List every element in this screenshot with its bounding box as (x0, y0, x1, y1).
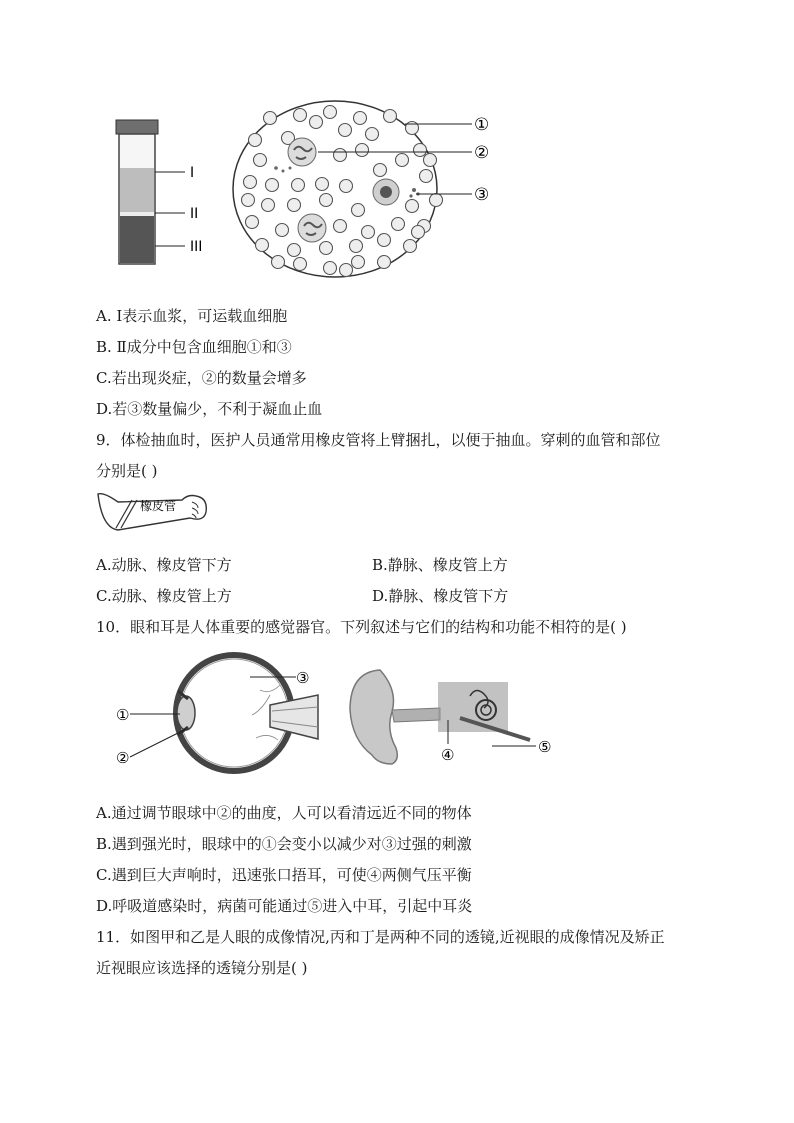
q9-option-a: A.动脉、橡皮管下方 (96, 556, 232, 574)
red-blood-cell (288, 199, 301, 212)
red-blood-cell (310, 116, 323, 129)
red-blood-cell (324, 106, 337, 119)
red-blood-cell (384, 110, 397, 123)
q8-option-d: D.若③数量偏少，不利于凝血止血 (96, 400, 323, 418)
tube-label-2: II (190, 206, 199, 222)
q9-stem-line2: 分别是( ) (96, 462, 158, 480)
q10-stem: 10．眼和耳是人体重要的感觉器官。下列叙述与它们的结构和功能不相符的是( ) (96, 618, 627, 636)
red-blood-cell (340, 180, 353, 193)
red-blood-cell (352, 256, 365, 269)
eye-label-2: ② (116, 749, 130, 767)
red-blood-cell (294, 109, 307, 122)
red-blood-cell (430, 194, 443, 207)
red-blood-cell (414, 144, 427, 157)
red-blood-cell (339, 124, 352, 137)
q10-option-a: A.通过调节眼球中②的曲度，人可以看清远近不同的物体 (96, 804, 472, 822)
q9-option-c: C.动脉、橡皮管上方 (96, 587, 232, 605)
red-blood-cell (324, 262, 337, 275)
red-blood-cell (362, 226, 375, 239)
red-blood-cell (334, 220, 347, 233)
red-blood-cell (334, 149, 347, 162)
q9-option-d: D.静脉、橡皮管下方 (372, 587, 509, 605)
white-blood-cell-2 (298, 214, 326, 242)
red-blood-cell (366, 128, 379, 141)
q9-option-b: B.静脉、橡皮管上方 (372, 556, 508, 574)
smear-label-3: ③ (474, 185, 490, 205)
q11-stem-line2: 近视眼应该选择的透镜分别是( ) (96, 959, 308, 977)
red-blood-cell (266, 179, 279, 192)
q8-option-a: A. Ⅰ表示血浆，可运载血细胞 (96, 307, 288, 325)
red-blood-cell (264, 112, 277, 125)
red-blood-cell (406, 200, 419, 213)
q8-option-b: B. Ⅱ成分中包含血细胞①和③ (96, 338, 292, 356)
test-tube (116, 120, 202, 264)
q8-option-c: C.若出现炎症，②的数量会增多 (96, 369, 307, 387)
rubber-tube-label: 橡皮管 (140, 499, 177, 513)
white-blood-cell (288, 138, 316, 166)
q10-option-c: C.遇到巨大声响时，迅速张口捂耳，可使④两侧气压平衡 (96, 866, 472, 884)
smear-label-2: ② (474, 143, 490, 163)
red-blood-cell (246, 216, 259, 229)
q10-option-d: D.呼吸道感染时，病菌可能通过⑤进入中耳，引起中耳炎 (96, 897, 473, 915)
red-blood-cell (249, 134, 262, 147)
red-blood-cell (320, 194, 333, 207)
arm-figure (0, 488, 794, 548)
eye-label-1: ① (116, 706, 130, 724)
q10-option-b: B.遇到强光时，眼球中的①会变小以减少对③过强的刺激 (96, 835, 472, 853)
red-blood-cell (292, 179, 305, 192)
ear-label-5: ⑤ (538, 738, 552, 756)
red-blood-cell (374, 164, 387, 177)
tube-label-1: I (190, 165, 195, 181)
white-blood-cell-3 (373, 179, 399, 205)
blood-smear (233, 101, 489, 277)
red-blood-cell (352, 204, 365, 217)
red-blood-cell (350, 240, 363, 253)
red-blood-cell (378, 256, 391, 269)
blood-figure (0, 0, 794, 300)
red-blood-cell (424, 154, 437, 167)
smear-label-1: ① (474, 115, 490, 135)
tube-label-3: III (190, 239, 203, 255)
red-blood-cell (316, 178, 329, 191)
red-blood-cell (412, 226, 425, 239)
red-blood-cell (244, 176, 257, 189)
red-blood-cell (320, 242, 333, 255)
red-blood-cell (356, 144, 369, 157)
red-blood-cell (254, 154, 267, 167)
q11-stem-line1: 11．如图甲和乙是人眼的成像情况,丙和丁是两种不同的透镜,近视眼的成像情况及矫正 (96, 928, 665, 946)
red-blood-cell (272, 256, 285, 269)
red-blood-cell (392, 218, 405, 231)
red-blood-cell (262, 199, 275, 212)
red-blood-cell (276, 224, 289, 237)
red-blood-cell (404, 240, 417, 253)
red-blood-cell (406, 122, 419, 135)
red-blood-cell (354, 112, 367, 125)
red-blood-cell (420, 170, 433, 183)
ear-label-4: ④ (441, 746, 455, 764)
red-blood-cell (396, 154, 409, 167)
q9-stem-line1: 9．体检抽血时，医护人员通常用橡皮管将上臂捆扎，以便于抽血。穿刺的血管和部位 (96, 431, 661, 449)
red-blood-cell (288, 244, 301, 257)
red-blood-cell (294, 258, 307, 271)
red-blood-cell (340, 264, 353, 277)
red-blood-cell (242, 194, 255, 207)
red-blood-cell (378, 234, 391, 247)
ear-figure (0, 660, 794, 790)
red-blood-cell (256, 239, 269, 252)
eye-label-3: ③ (296, 669, 310, 687)
